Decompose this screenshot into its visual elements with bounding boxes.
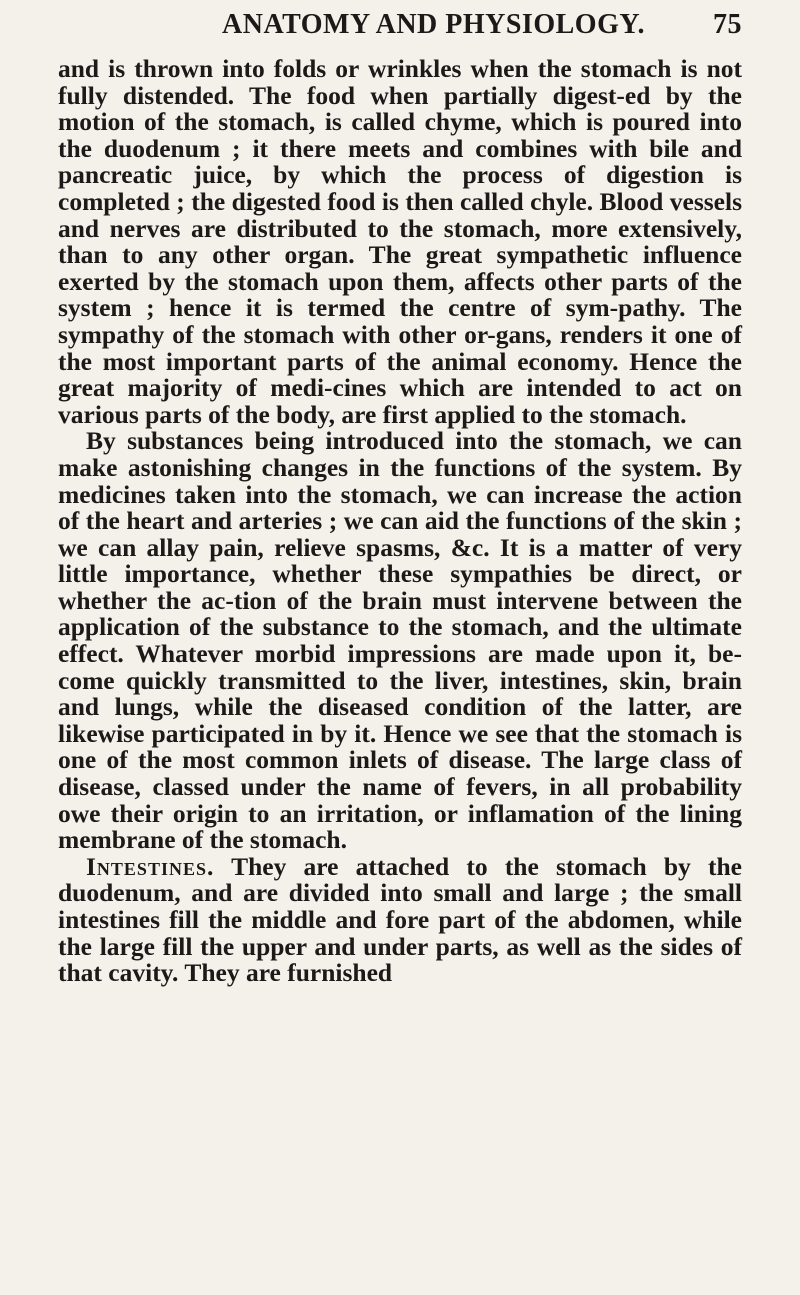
paragraph-intestines [58,851,742,988]
section-heading-intestines: Intestines. [86,851,215,881]
running-title: ANATOMY AND PHYSIOLOGY. [222,9,645,40]
running-header [222,8,742,42]
paragraph-stomach-digestion: and is thrown into folds or wrinkles when the stomach is not fully distended. The food when partially digest-ed by the motion of the stomach, is called chyme, which is poured into the duodenum ; it there meets and combines with bile and pancreatic juice, by which the process of digestion is completed ; the digested food is then called chyle. Blood vessels and nerves are distributed to the stomach, more extensively, than to any other organ. The great sympathetic influence exerted by the stomach upon them, affects other parts of the system ; hence it is termed the centre of sym-pathy. The sympathy of the stomach with other or-gans, renders it one of the most important parts of the animal economy. Hence the great majority of medi-cines which are intended to act on various parts of the body, are first applied to the stomach. [58,54,742,429]
paragraph-stomach-sympathies: By substances being introduced into the stomach, we can make astonishing changes in the functions of the system. By medicines taken into the stomach, we can increase the action of the heart and arteries ; we can aid the functions of the skin ; we can allay pain, relieve spasms, &c. It is a matter of very little importance, whether these sympathies be direct, or whether the ac-tion of the brain must intervene between the application of the substance to the stomach, and the ultimate effect. Whatever morbid impressions are made upon it, be-come quickly transmitted to the liver, intestines, skin, brain and lungs, while the diseased condition of the latter, are likewise participated in by it. Hence we see that the stomach is one of the most common inlets of disease. The large class of disease, classed under the name of fevers, in all probability owe their origin to an irritation, or inflamation of the lining membrane of the stomach. [58,426,742,855]
paragraph-intestines-text: They are attached to the stomach by the duodenum, and are divided into small and large ; the small intestines fill the middle and fore part of the abdomen, while the large fill the upper and under parts, as well as the sides of that cavity. They are furnished [58,851,742,988]
page-number: 75 [713,9,742,40]
body-text [58,56,742,987]
